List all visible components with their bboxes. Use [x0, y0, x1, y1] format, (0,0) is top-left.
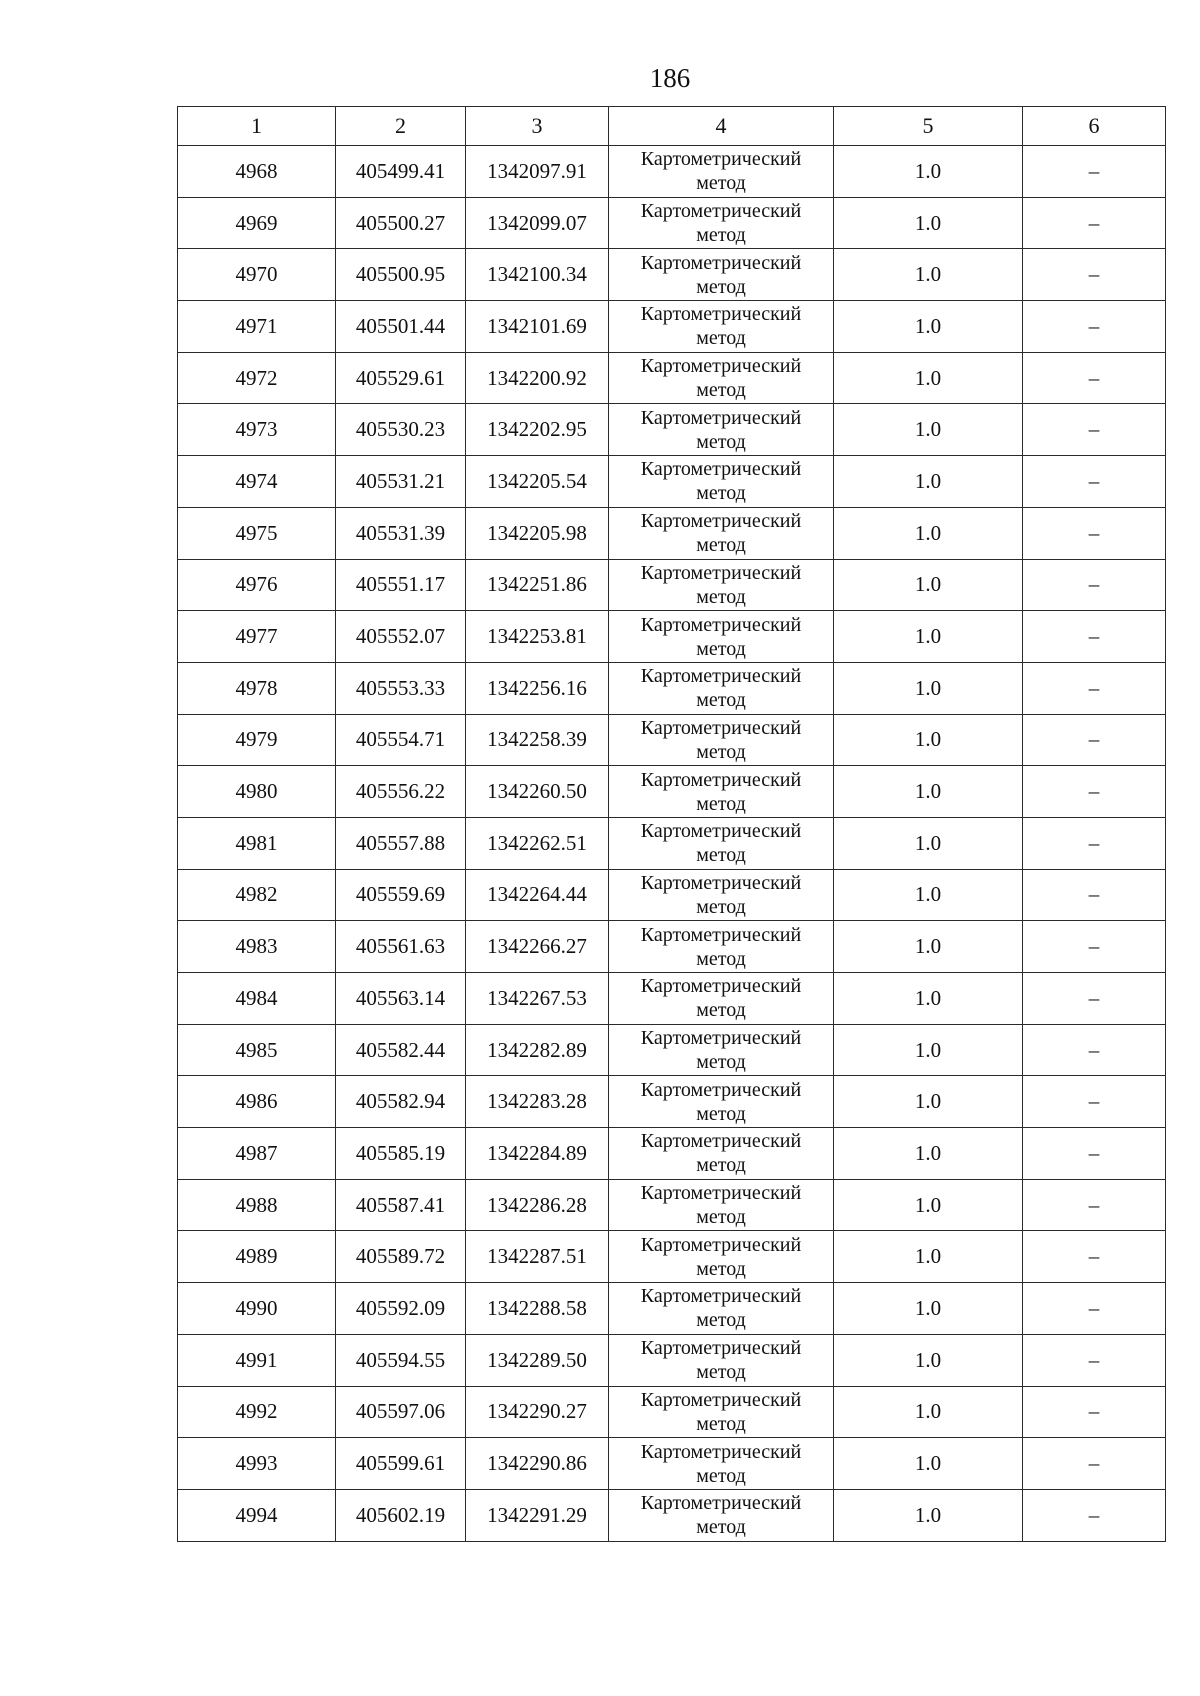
method-line-1: Картометрический [640, 665, 802, 688]
method-cell [609, 404, 834, 456]
method-cell [609, 1489, 834, 1541]
method-cell [609, 1024, 834, 1076]
column-header-1: 1 [178, 107, 336, 146]
method-line-1: Картометрический [640, 561, 802, 584]
table-row [178, 869, 1166, 921]
method-line-1: Картометрический [640, 510, 802, 533]
x-coordinate-cell: 405553.33 [336, 662, 466, 714]
note-cell: – [1023, 352, 1166, 404]
y-coordinate-cell: 1342264.44 [466, 869, 609, 921]
column-header-6: 6 [1023, 107, 1166, 146]
method-line-1: Картометрический [640, 613, 802, 636]
table-row [178, 714, 1166, 766]
point-number-cell: 4971 [178, 301, 336, 353]
y-coordinate-cell: 1342290.86 [466, 1438, 609, 1490]
y-coordinate-cell: 1342100.34 [466, 249, 609, 301]
point-number-cell: 4970 [178, 249, 336, 301]
method-line-2: метод [696, 637, 746, 660]
accuracy-cell: 1.0 [834, 1438, 1023, 1490]
point-number-cell: 4983 [178, 921, 336, 973]
column-header-4: 4 [609, 107, 834, 146]
point-number-cell: 4973 [178, 404, 336, 456]
note-cell: – [1023, 817, 1166, 869]
table-row [178, 1438, 1166, 1490]
y-coordinate-cell: 1342282.89 [466, 1024, 609, 1076]
method-line-2: метод [696, 999, 746, 1022]
accuracy-cell: 1.0 [834, 1128, 1023, 1180]
table-row [178, 249, 1166, 301]
point-number-cell: 4987 [178, 1128, 336, 1180]
method-line-2: метод [696, 1309, 746, 1332]
table-row [178, 1386, 1166, 1438]
note-cell: – [1023, 714, 1166, 766]
method-line-1: Картометрический [640, 355, 802, 378]
table-row [178, 766, 1166, 818]
page-number: 186 [649, 63, 691, 93]
y-coordinate-cell: 1342266.27 [466, 921, 609, 973]
note-cell: – [1023, 197, 1166, 249]
method-line-2: метод [696, 792, 746, 815]
x-coordinate-cell: 405589.72 [336, 1231, 466, 1283]
note-cell: – [1023, 973, 1166, 1025]
x-coordinate-cell: 405556.22 [336, 766, 466, 818]
method-line-1: Картометрический [640, 768, 802, 791]
method-line-1: Картометрический [640, 1337, 802, 1360]
method-cell [609, 507, 834, 559]
method-line-2: метод [696, 740, 746, 763]
y-coordinate-cell: 1342256.16 [466, 662, 609, 714]
accuracy-cell: 1.0 [834, 1386, 1023, 1438]
method-line-2: метод [696, 275, 746, 298]
method-line-1: Картометрический [640, 1130, 802, 1153]
y-coordinate-cell: 1342286.28 [466, 1179, 609, 1231]
point-number-cell: 4991 [178, 1334, 336, 1386]
note-cell: – [1023, 921, 1166, 973]
method-line-2: метод [696, 1154, 746, 1177]
note-cell: – [1023, 869, 1166, 921]
y-coordinate-cell: 1342291.29 [466, 1489, 609, 1541]
point-number-cell: 4994 [178, 1489, 336, 1541]
table-row [178, 1283, 1166, 1335]
x-coordinate-cell: 405592.09 [336, 1283, 466, 1335]
method-cell [609, 301, 834, 353]
method-line-2: метод [696, 1257, 746, 1280]
accuracy-cell: 1.0 [834, 611, 1023, 663]
method-line-1: Картометрический [640, 251, 802, 274]
y-coordinate-cell: 1342288.58 [466, 1283, 609, 1335]
method-line-2: метод [696, 1412, 746, 1435]
x-coordinate-cell: 405582.44 [336, 1024, 466, 1076]
method-line-2: метод [696, 1051, 746, 1074]
accuracy-cell: 1.0 [834, 662, 1023, 714]
accuracy-cell: 1.0 [834, 507, 1023, 559]
note-cell: – [1023, 1024, 1166, 1076]
table-row [178, 352, 1166, 404]
y-coordinate-cell: 1342289.50 [466, 1334, 609, 1386]
note-cell: – [1023, 146, 1166, 198]
accuracy-cell: 1.0 [834, 456, 1023, 508]
method-cell [609, 352, 834, 404]
table-row [178, 921, 1166, 973]
accuracy-cell: 1.0 [834, 352, 1023, 404]
y-coordinate-cell: 1342287.51 [466, 1231, 609, 1283]
column-header-5: 5 [834, 107, 1023, 146]
method-cell [609, 921, 834, 973]
x-coordinate-cell: 405594.55 [336, 1334, 466, 1386]
x-coordinate-cell: 405551.17 [336, 559, 466, 611]
method-line-2: метод [696, 482, 746, 505]
point-number-cell: 4968 [178, 146, 336, 198]
table-row [178, 404, 1166, 456]
note-cell: – [1023, 1489, 1166, 1541]
point-number-cell: 4974 [178, 456, 336, 508]
method-cell [609, 146, 834, 198]
accuracy-cell: 1.0 [834, 1024, 1023, 1076]
accuracy-cell: 1.0 [834, 1076, 1023, 1128]
note-cell: – [1023, 507, 1166, 559]
point-number-cell: 4986 [178, 1076, 336, 1128]
method-line-1: Картометрический [640, 1285, 802, 1308]
point-number-cell: 4981 [178, 817, 336, 869]
method-line-1: Картометрический [640, 923, 802, 946]
method-line-2: метод [696, 534, 746, 557]
method-cell [609, 1386, 834, 1438]
accuracy-cell: 1.0 [834, 921, 1023, 973]
point-number-cell: 4989 [178, 1231, 336, 1283]
y-coordinate-cell: 1342290.27 [466, 1386, 609, 1438]
column-header-3: 3 [466, 107, 609, 146]
accuracy-cell: 1.0 [834, 1283, 1023, 1335]
method-line-1: Картометрический [640, 1078, 802, 1101]
method-line-2: метод [696, 430, 746, 453]
table-row [178, 662, 1166, 714]
note-cell: – [1023, 611, 1166, 663]
method-line-1: Картометрический [640, 1440, 802, 1463]
note-cell: – [1023, 1438, 1166, 1490]
x-coordinate-cell: 405585.19 [336, 1128, 466, 1180]
point-number-cell: 4992 [178, 1386, 336, 1438]
x-coordinate-cell: 405559.69 [336, 869, 466, 921]
method-cell [609, 973, 834, 1025]
method-cell [609, 1283, 834, 1335]
method-line-2: метод [696, 172, 746, 195]
y-coordinate-cell: 1342099.07 [466, 197, 609, 249]
x-coordinate-cell: 405557.88 [336, 817, 466, 869]
point-number-cell: 4980 [178, 766, 336, 818]
note-cell: – [1023, 1076, 1166, 1128]
x-coordinate-cell: 405587.41 [336, 1179, 466, 1231]
accuracy-cell: 1.0 [834, 197, 1023, 249]
method-line-1: Картометрический [640, 200, 802, 223]
table-body [178, 146, 1166, 1542]
point-number-cell: 4976 [178, 559, 336, 611]
method-line-2: метод [696, 1102, 746, 1125]
accuracy-cell: 1.0 [834, 869, 1023, 921]
method-cell [609, 456, 834, 508]
accuracy-cell: 1.0 [834, 301, 1023, 353]
method-cell [609, 559, 834, 611]
method-cell [609, 1179, 834, 1231]
coordinates-table [177, 106, 1166, 1542]
point-number-cell: 4985 [178, 1024, 336, 1076]
method-line-2: метод [696, 327, 746, 350]
table-row [178, 1076, 1166, 1128]
method-line-2: метод [696, 895, 746, 918]
header-row [178, 107, 1166, 146]
table-row [178, 301, 1166, 353]
method-cell [609, 249, 834, 301]
x-coordinate-cell: 405500.27 [336, 197, 466, 249]
x-coordinate-cell: 405582.94 [336, 1076, 466, 1128]
note-cell: – [1023, 1231, 1166, 1283]
point-number-cell: 4984 [178, 973, 336, 1025]
x-coordinate-cell: 405602.19 [336, 1489, 466, 1541]
accuracy-cell: 1.0 [834, 146, 1023, 198]
note-cell: – [1023, 1334, 1166, 1386]
x-coordinate-cell: 405530.23 [336, 404, 466, 456]
method-line-1: Картометрический [640, 1027, 802, 1050]
method-line-1: Картометрический [640, 820, 802, 843]
x-coordinate-cell: 405561.63 [336, 921, 466, 973]
x-coordinate-cell: 405554.71 [336, 714, 466, 766]
table-row [178, 1024, 1166, 1076]
accuracy-cell: 1.0 [834, 714, 1023, 766]
method-line-2: метод [696, 689, 746, 712]
method-line-2: метод [696, 379, 746, 402]
method-line-2: метод [696, 1361, 746, 1384]
x-coordinate-cell: 405563.14 [336, 973, 466, 1025]
table-row [178, 1334, 1166, 1386]
method-line-1: Картометрический [640, 871, 802, 894]
method-cell [609, 611, 834, 663]
accuracy-cell: 1.0 [834, 817, 1023, 869]
note-cell: – [1023, 766, 1166, 818]
method-cell [609, 1128, 834, 1180]
accuracy-cell: 1.0 [834, 559, 1023, 611]
method-cell [609, 1076, 834, 1128]
method-cell [609, 714, 834, 766]
method-line-2: метод [696, 1516, 746, 1539]
note-cell: – [1023, 249, 1166, 301]
y-coordinate-cell: 1342205.98 [466, 507, 609, 559]
y-coordinate-cell: 1342101.69 [466, 301, 609, 353]
point-number-cell: 4977 [178, 611, 336, 663]
point-number-cell: 4969 [178, 197, 336, 249]
y-coordinate-cell: 1342267.53 [466, 973, 609, 1025]
point-number-cell: 4979 [178, 714, 336, 766]
note-cell: – [1023, 1179, 1166, 1231]
method-cell [609, 817, 834, 869]
point-number-cell: 4972 [178, 352, 336, 404]
x-coordinate-cell: 405499.41 [336, 146, 466, 198]
note-cell: – [1023, 559, 1166, 611]
method-line-1: Картометрический [640, 1182, 802, 1205]
method-line-1: Картометрический [640, 975, 802, 998]
accuracy-cell: 1.0 [834, 404, 1023, 456]
point-number-cell: 4978 [178, 662, 336, 714]
accuracy-cell: 1.0 [834, 1231, 1023, 1283]
accuracy-cell: 1.0 [834, 1489, 1023, 1541]
note-cell: – [1023, 301, 1166, 353]
table-header [178, 107, 1166, 146]
method-line-1: Картометрический [640, 716, 802, 739]
table-row [178, 817, 1166, 869]
x-coordinate-cell: 405552.07 [336, 611, 466, 663]
method-line-1: Картометрический [640, 406, 802, 429]
y-coordinate-cell: 1342260.50 [466, 766, 609, 818]
method-cell [609, 1231, 834, 1283]
method-cell [609, 869, 834, 921]
point-number-cell: 4975 [178, 507, 336, 559]
note-cell: – [1023, 1283, 1166, 1335]
y-coordinate-cell: 1342262.51 [466, 817, 609, 869]
method-line-1: Картометрический [640, 148, 802, 171]
method-line-1: Картометрический [640, 1492, 802, 1515]
y-coordinate-cell: 1342205.54 [466, 456, 609, 508]
note-cell: – [1023, 1128, 1166, 1180]
y-coordinate-cell: 1342202.95 [466, 404, 609, 456]
table-row [178, 973, 1166, 1025]
point-number-cell: 4993 [178, 1438, 336, 1490]
y-coordinate-cell: 1342258.39 [466, 714, 609, 766]
x-coordinate-cell: 405597.06 [336, 1386, 466, 1438]
method-line-2: метод [696, 224, 746, 247]
table-row [178, 559, 1166, 611]
method-cell [609, 766, 834, 818]
table-row [178, 1179, 1166, 1231]
x-coordinate-cell: 405501.44 [336, 301, 466, 353]
x-coordinate-cell: 405599.61 [336, 1438, 466, 1490]
accuracy-cell: 1.0 [834, 1179, 1023, 1231]
method-line-2: метод [696, 1464, 746, 1487]
table-row [178, 197, 1166, 249]
method-line-2: метод [696, 1206, 746, 1229]
y-coordinate-cell: 1342097.91 [466, 146, 609, 198]
table-row [178, 456, 1166, 508]
method-cell [609, 662, 834, 714]
table-row [178, 1489, 1166, 1541]
method-line-1: Картометрический [640, 1233, 802, 1256]
accuracy-cell: 1.0 [834, 766, 1023, 818]
y-coordinate-cell: 1342253.81 [466, 611, 609, 663]
note-cell: – [1023, 404, 1166, 456]
x-coordinate-cell: 405531.39 [336, 507, 466, 559]
x-coordinate-cell: 405529.61 [336, 352, 466, 404]
y-coordinate-cell: 1342200.92 [466, 352, 609, 404]
table-row [178, 146, 1166, 198]
table-row [178, 611, 1166, 663]
note-cell: – [1023, 662, 1166, 714]
point-number-cell: 4988 [178, 1179, 336, 1231]
x-coordinate-cell: 405500.95 [336, 249, 466, 301]
method-line-2: метод [696, 844, 746, 867]
x-coordinate-cell: 405531.21 [336, 456, 466, 508]
y-coordinate-cell: 1342283.28 [466, 1076, 609, 1128]
method-line-1: Картометрический [640, 1388, 802, 1411]
table-row [178, 1231, 1166, 1283]
point-number-cell: 4990 [178, 1283, 336, 1335]
y-coordinate-cell: 1342251.86 [466, 559, 609, 611]
method-cell [609, 1438, 834, 1490]
method-cell [609, 197, 834, 249]
table-row [178, 1128, 1166, 1180]
method-line-2: метод [696, 585, 746, 608]
column-header-2: 2 [336, 107, 466, 146]
y-coordinate-cell: 1342284.89 [466, 1128, 609, 1180]
method-cell [609, 1334, 834, 1386]
method-line-1: Картометрический [640, 303, 802, 326]
method-line-1: Картометрический [640, 458, 802, 481]
table-row [178, 507, 1166, 559]
method-line-2: метод [696, 947, 746, 970]
accuracy-cell: 1.0 [834, 249, 1023, 301]
point-number-cell: 4982 [178, 869, 336, 921]
note-cell: – [1023, 456, 1166, 508]
accuracy-cell: 1.0 [834, 973, 1023, 1025]
note-cell: – [1023, 1386, 1166, 1438]
accuracy-cell: 1.0 [834, 1334, 1023, 1386]
